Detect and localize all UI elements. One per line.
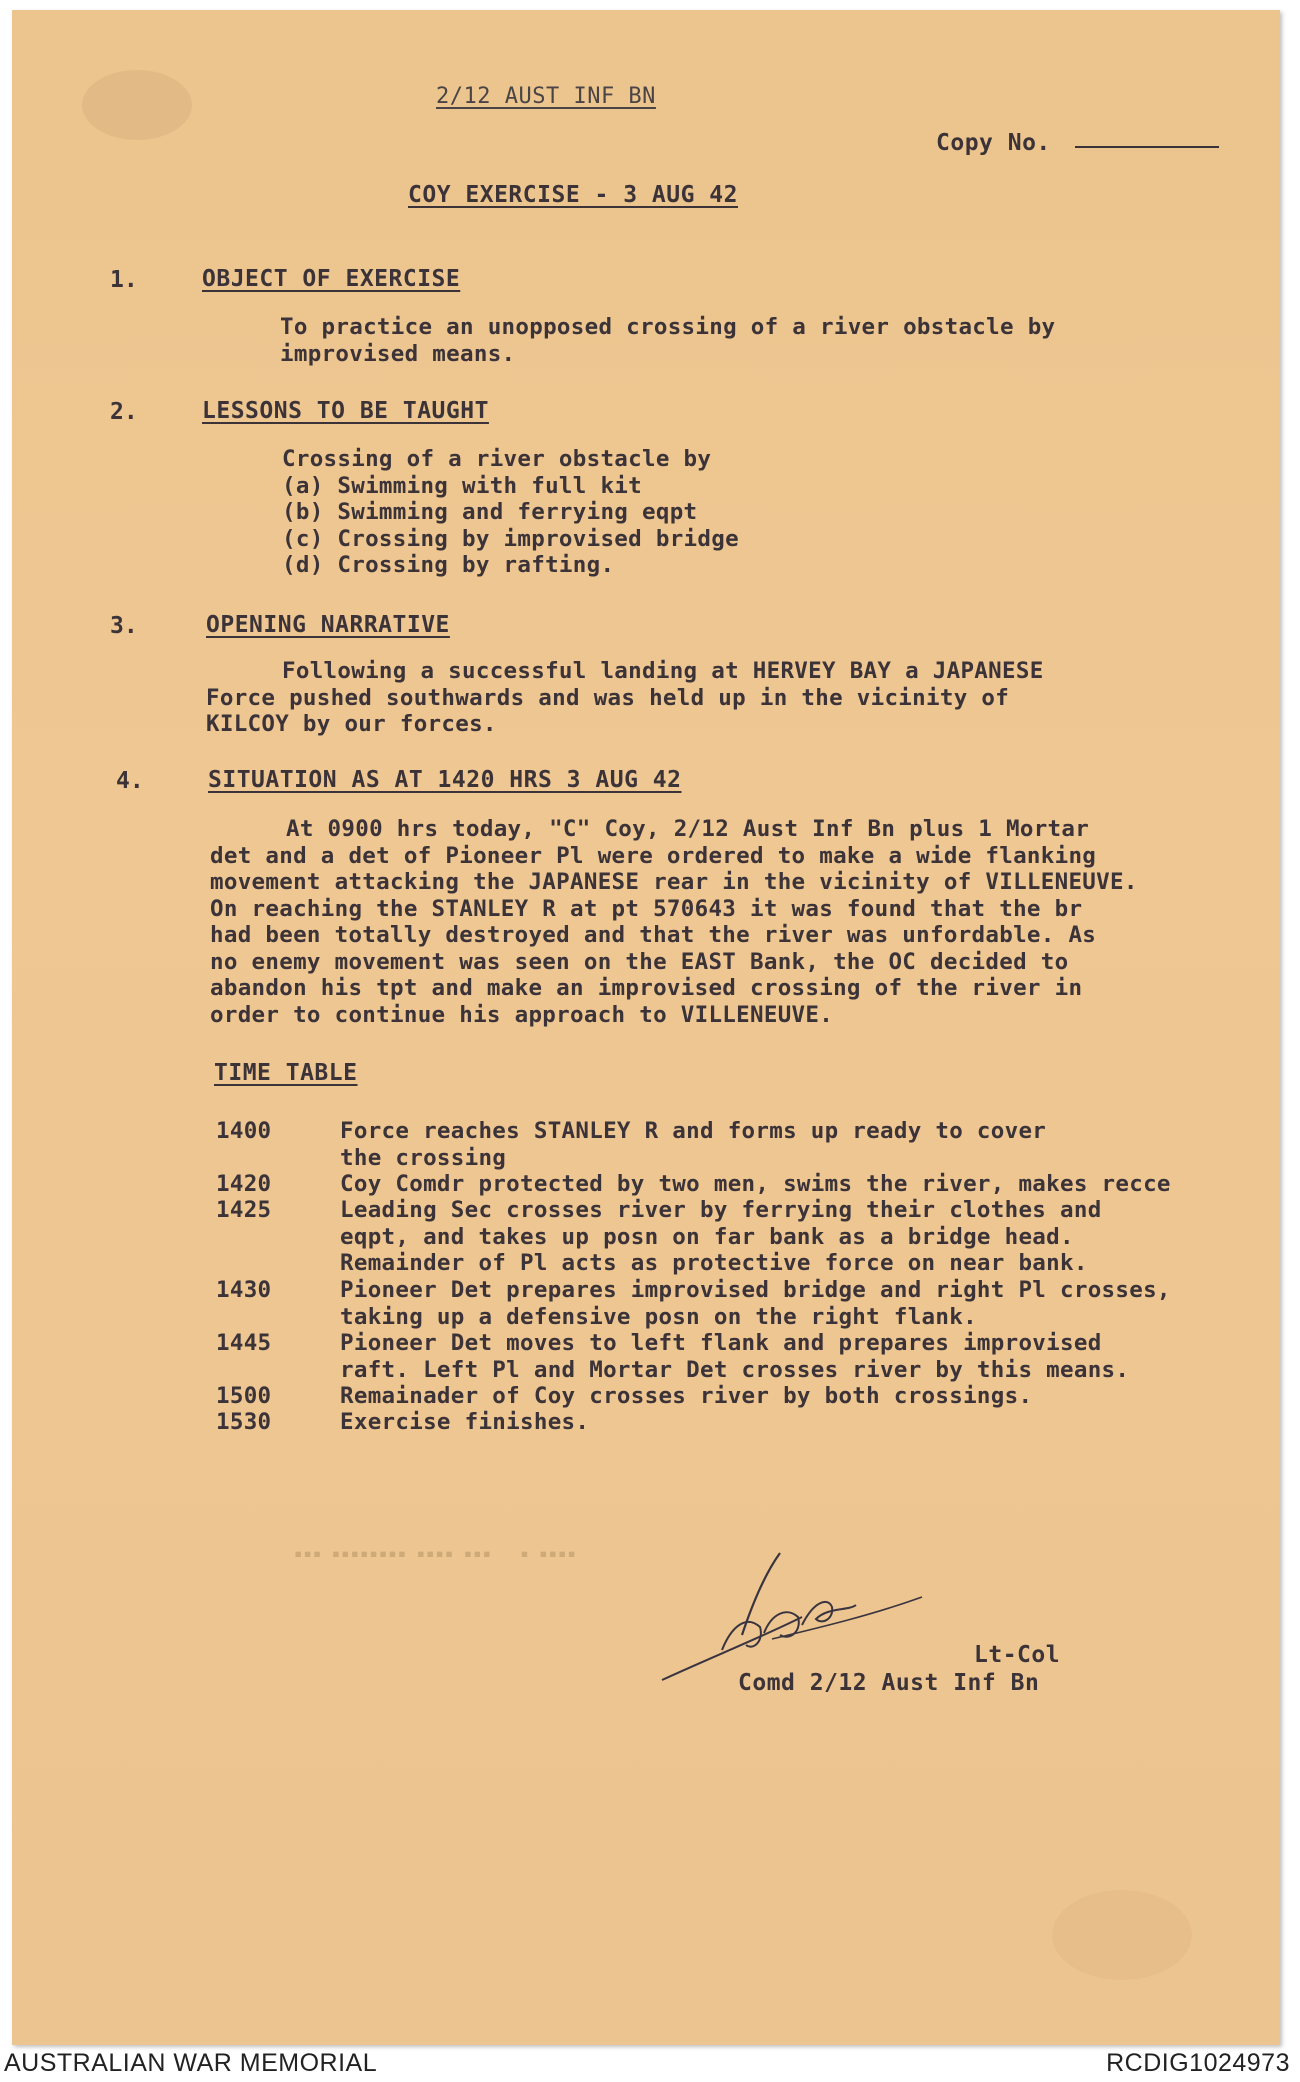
time-table-description: [340, 1197, 1102, 1277]
description-line: Force reaches STANLEY R and forms up ready to cover: [340, 1118, 1047, 1144]
document-page: [12, 10, 1280, 2045]
time-table-heading: TIME TABLE: [214, 1060, 358, 1086]
body-line: (a) Swimming with full kit: [282, 472, 642, 499]
section-heading: OPENING NARRATIVE: [206, 612, 450, 638]
time-table-description: [340, 1171, 1171, 1198]
body-line: At 0900 hrs today, "C" Coy, 2/12 Aust Inf Bn plus 1 Mortar: [286, 816, 1090, 842]
paper-stain: [82, 70, 192, 140]
time-table-time: 1400: [216, 1118, 272, 1144]
footer-reference-id: RCDIG1024973: [1106, 2049, 1290, 2077]
section-number: 4.: [116, 768, 144, 794]
description-line: Exercise finishes.: [340, 1409, 590, 1435]
unit-header: 2/12 AUST INF BN: [436, 84, 656, 109]
description-line: taking up a defensive posn on the right flank.: [340, 1303, 977, 1330]
time-table-description: [340, 1330, 1129, 1383]
body-line: no enemy movement was seen on the EAST Bank, the OC decided to: [210, 948, 1069, 975]
description-line: Leading Sec crosses river by ferrying their clothes and: [340, 1197, 1102, 1223]
body-line: abandon his tpt and make an improvised crossing of the river in: [210, 975, 1083, 1001]
body-line: Following a successful landing at HERVEY BAY a JAPANESE: [282, 658, 1044, 684]
section-number: 3.: [110, 613, 138, 639]
description-line: Pioneer Det moves to left flank and prepares improvised: [340, 1330, 1102, 1356]
section-number: 1.: [110, 267, 138, 293]
copy-number-blank-line: [1075, 146, 1219, 148]
time-table-time: 1500: [216, 1383, 272, 1409]
exercise-title: COY EXERCISE - 3 AUG 42: [408, 182, 738, 208]
description-line: eqpt, and takes up posn on far bank as a bridge head.: [340, 1223, 1074, 1250]
time-table-time: 1530: [216, 1409, 272, 1435]
signatory-appointment: Comd 2/12 Aust Inf Bn: [738, 1670, 1040, 1696]
body-line: det and a det of Pioneer Pl were ordered to make a wide flanking: [210, 842, 1097, 869]
time-table-description: [340, 1409, 589, 1436]
body-line: KILCOY by our forces.: [206, 711, 497, 737]
body-line: To practice an unopposed crossing of a river obstacle by: [280, 314, 1056, 340]
time-table-time: 1420: [216, 1171, 272, 1197]
time-table-time: 1430: [216, 1277, 272, 1303]
description-line: Pioneer Det prepares improvised bridge and right Pl crosses,: [340, 1277, 1171, 1303]
time-table-description: [340, 1277, 1171, 1330]
time-table-time: 1425: [216, 1197, 272, 1223]
description-line: Coy Comdr protected by two men, swims the river, makes recce: [340, 1171, 1171, 1197]
time-table-description: [340, 1118, 1046, 1171]
body-line: Crossing of a river obstacle by: [282, 446, 712, 472]
body-line: improvised means.: [280, 340, 516, 367]
description-line: Remainder of Pl acts as protective force on near bank.: [340, 1250, 1088, 1276]
signatory-rank: Lt-Col: [974, 1642, 1061, 1668]
time-table-description: [340, 1383, 1032, 1410]
section-body: [210, 816, 1138, 1028]
body-line: Force pushed southwards and was held up in the vicinity of: [206, 684, 1010, 711]
body-line: order to continue his approach to VILLENEUVE.: [210, 1001, 834, 1028]
body-line: had been totally destroyed and that the river was unfordable. As: [210, 922, 1097, 948]
paper-stain: [1052, 1890, 1192, 1980]
show-through-marks: ▪▪▪ ▪▪▪▪▪▪▪▪ ▪▪▪▪ ▪▪▪ ▪ ▪▪▪▪: [294, 1546, 577, 1562]
section-body: [280, 314, 1055, 367]
section-body: [282, 446, 739, 579]
body-line: (c) Crossing by improvised bridge: [282, 525, 739, 552]
section-number: 2.: [110, 399, 138, 425]
description-line: the crossing: [340, 1144, 507, 1171]
body-line: movement attacking the JAPANESE rear in the vicinity of VILLENEUVE.: [210, 869, 1138, 895]
time-table-time: 1445: [216, 1330, 272, 1356]
body-line: On reaching the STANLEY R at pt 570643 it was found that the br: [210, 895, 1083, 922]
section-heading: OBJECT OF EXERCISE: [202, 266, 461, 292]
body-line: (b) Swimming and ferrying eqpt: [282, 499, 698, 525]
footer-institution: AUSTRALIAN WAR MEMORIAL: [4, 2049, 378, 2077]
section-body: [206, 658, 1044, 738]
copy-number-label: Copy No.: [936, 130, 1051, 156]
body-line: (d) Crossing by rafting.: [282, 552, 615, 578]
description-line: Remainader of Coy crosses river by both crossings.: [340, 1383, 1033, 1409]
section-heading: SITUATION AS AT 1420 HRS 3 AUG 42: [208, 767, 682, 793]
section-heading: LESSONS TO BE TAUGHT: [202, 398, 489, 424]
description-line: raft. Left Pl and Mortar Det crosses river by this means.: [340, 1356, 1130, 1383]
